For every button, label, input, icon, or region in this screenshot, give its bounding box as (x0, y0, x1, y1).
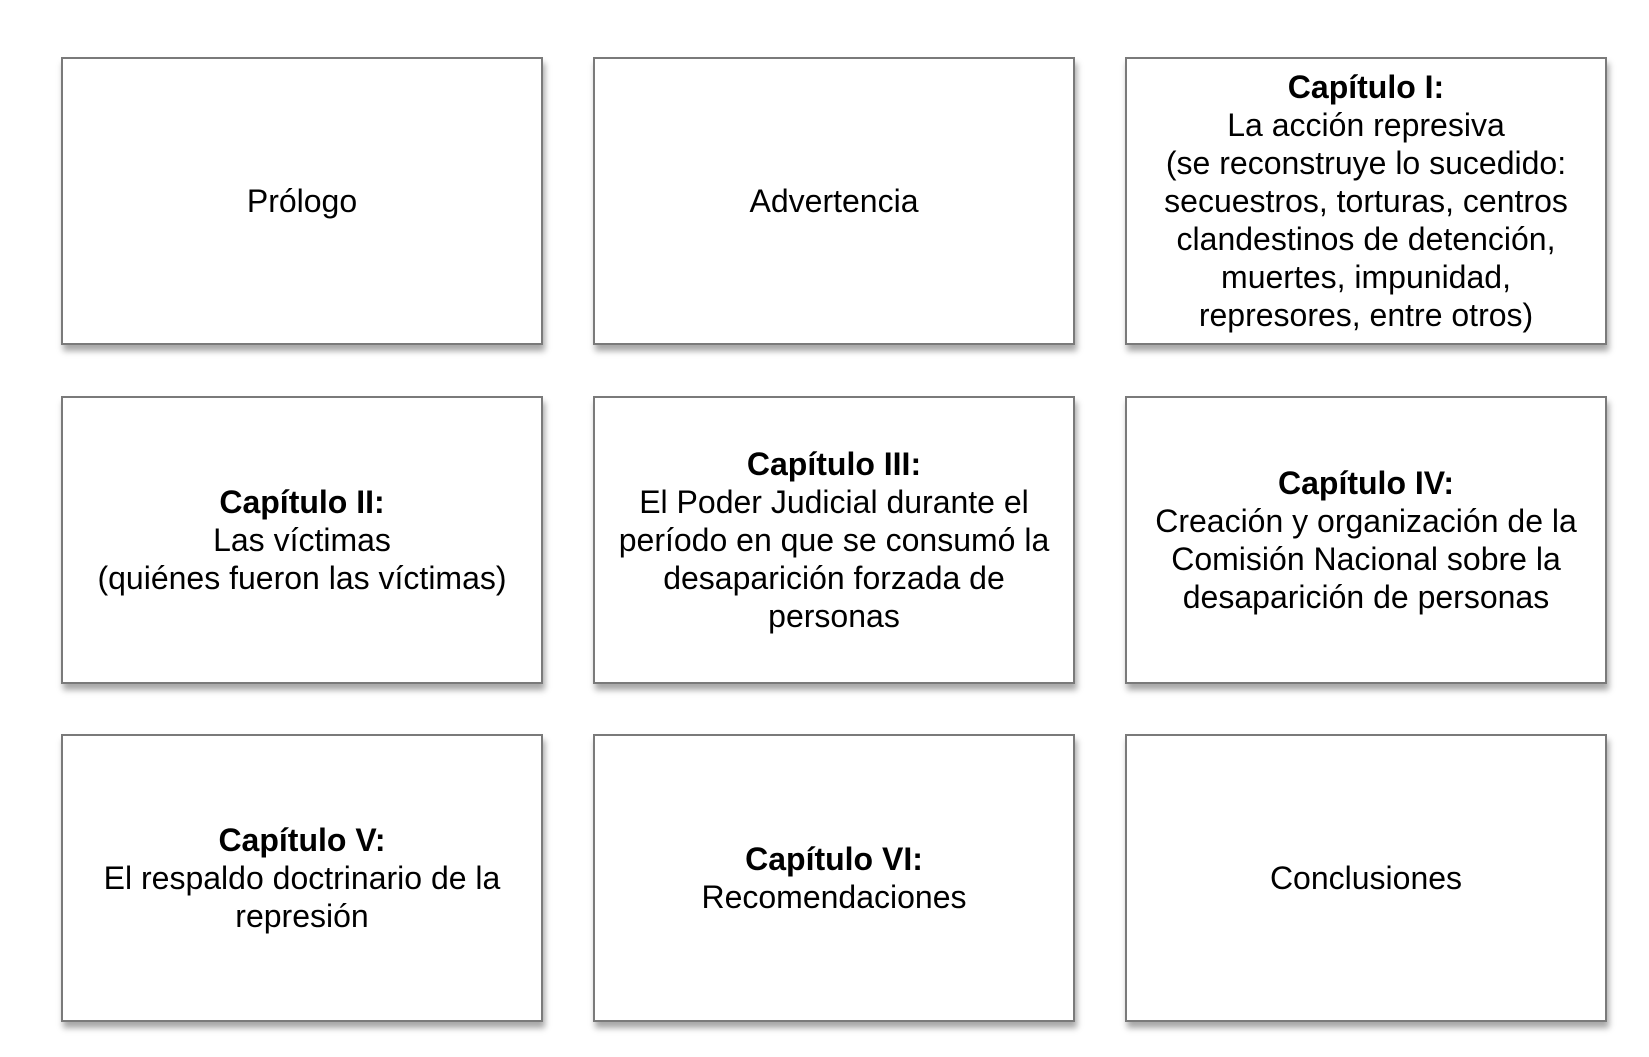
card-description: Prólogo (246, 183, 358, 219)
card-title: Capítulo V: (218, 822, 386, 858)
card-conclusiones (1125, 734, 1607, 1022)
card-title: Capítulo IV: (1278, 465, 1454, 501)
card-capitulo-4 (1125, 396, 1607, 684)
card-capitulo-5 (61, 734, 543, 1022)
card-description: Conclusiones (1269, 860, 1463, 896)
card-capitulo-6 (593, 734, 1075, 1022)
card-description: Las víctimas (quiénes fueron las víctimas) (97, 522, 507, 596)
card-title: Capítulo II: (219, 484, 385, 520)
card-description: El Poder Judicial durante el período en que se consumó la desaparición forzada de personas (618, 484, 1050, 634)
card-description: La acción represiva (se reconstruye lo sucedido: secuestros, torturas, centros clandestinos de detención, muertes, impunidad, represores, entre otros) (1164, 107, 1568, 333)
card-capitulo-3 (593, 396, 1075, 684)
card-description: Advertencia (749, 183, 919, 219)
card-description: Recomendaciones (701, 879, 967, 915)
card-description: El respaldo doctrinario de la represión (103, 860, 501, 934)
card-capitulo-2 (61, 396, 543, 684)
card-title: Capítulo III: (746, 446, 922, 482)
card-advertencia (593, 57, 1075, 345)
card-capitulo-1 (1125, 57, 1607, 345)
card-title: Capítulo VI: (745, 841, 923, 877)
card-prologo (61, 57, 543, 345)
card-title: Capítulo I: (1287, 69, 1445, 105)
card-description: Creación y organización de la Comisión Nacional sobre la desaparición de personas (1155, 503, 1577, 615)
